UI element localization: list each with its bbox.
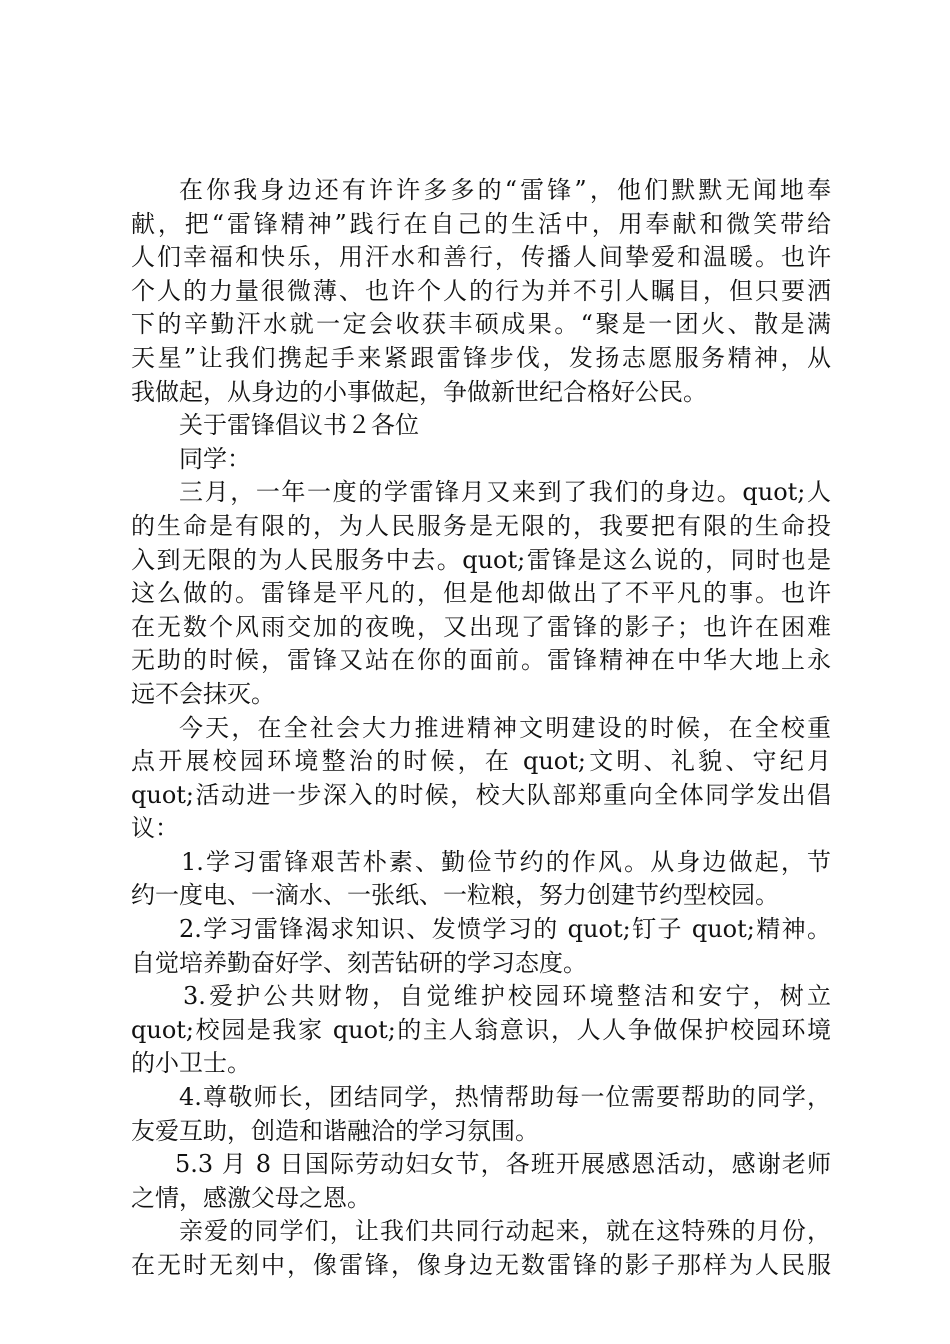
text-line: 远不会抹灭。 xyxy=(131,679,275,708)
list-item-4: 4.尊敬师长，团结同学，热情帮助每一位需要帮助的同学， xyxy=(179,1083,831,1112)
text-line: 的小卫士。 xyxy=(131,1049,251,1078)
list-item-5: 5.3 月 8 日国际劳动妇女节，各班开展感恩活动，感谢老师 xyxy=(175,1150,831,1179)
list-item-1: 1.学习雷锋艰苦朴素、勤俭节约的作风。从身边做起，节 xyxy=(181,847,831,876)
body-text xyxy=(131,174,831,1283)
text-line: 今天，在全社会大力推进精神文明建设的时候，在全校重 xyxy=(179,713,831,742)
text-line: 这么做的。雷锋是平凡的，但是他却做出了不平凡的事。也许 xyxy=(131,579,831,608)
text-line: 在无数个风雨交加的夜晚，又出现了雷锋的影子；也许在困难 xyxy=(131,612,831,641)
text-line: 在无时无刻中，像雷锋，像身边无数雷锋的影子那样为人民服 xyxy=(131,1251,831,1279)
text-line: 个人的力量很微薄、也许个人的行为并不引人瞩目，但只要洒 xyxy=(131,276,831,305)
text-line: 之情，感激父母之恩。 xyxy=(131,1183,371,1212)
list-item-3: 3.爱护公共财物，自觉维护校园环境整洁和安宁，树立 xyxy=(183,982,831,1011)
text-line: 在你我身边还有许许多多的“雷锋”，他们默默无闻地奉 xyxy=(179,176,831,204)
text-line: 三月，一年一度的学雷锋月又来到了我们的身边。quot;人 xyxy=(179,478,831,507)
salutation: 同学： xyxy=(179,444,251,473)
text-line: quot;校园是我家 quot;的主人翁意识，人人争做保护校园环境 xyxy=(131,1015,831,1044)
text-line: 议： xyxy=(131,814,179,843)
text-line: 天星”让我们携起手来紧跟雷锋步伐，发扬志愿服务精神，从 xyxy=(131,343,831,372)
text-line: quot;活动进一步深入的时候，校大队部郑重向全体同学发出倡 xyxy=(131,780,831,809)
section-heading: 关于雷锋倡议书２各位 xyxy=(179,411,419,440)
text-line: 无助的时候，雷锋又站在你的面前。雷锋精神在中华大地上永 xyxy=(131,646,831,675)
list-item-2: 2.学习雷锋渴求知识、发愤学习的 quot;钉子 quot;精神。 xyxy=(179,915,831,944)
text-line: 约一度电、一滴水、一张纸、一粒粮，努力创建节约型校园。 xyxy=(131,881,779,910)
text-line: 自觉培养勤奋好学、刻苦钻研的学习态度。 xyxy=(131,948,587,977)
text-line: 亲爱的同学们，让我们共同行动起来，就在这特殊的月份， xyxy=(179,1217,831,1246)
text-line: 我做起，从身边的小事做起，争做新世纪合格好公民。 xyxy=(131,377,707,406)
text-line: 献，把“雷锋精神”践行在自己的生活中，用奉献和微笑带给 xyxy=(131,209,831,238)
text-line: 入到无限的为人民服务中去。quot;雷锋是这么说的，同时也是 xyxy=(131,545,831,574)
text-line: 下的辛勤汗水就一定会收获丰硕成果。“聚是一团火、散是满 xyxy=(131,310,831,339)
text-line: 的生命是有限的，为人民服务是无限的，我要把有限的生命投 xyxy=(131,511,831,540)
text-line: 点开展校园环境整治的时候，在 quot;文明、礼貌、守纪月 xyxy=(131,747,831,776)
text-line: 友爱互助，创造和谐融洽的学习氛围。 xyxy=(131,1116,539,1145)
text-line: 人们幸福和快乐，用汗水和善行，传播人间挚爱和温暖。也许 xyxy=(131,243,831,272)
